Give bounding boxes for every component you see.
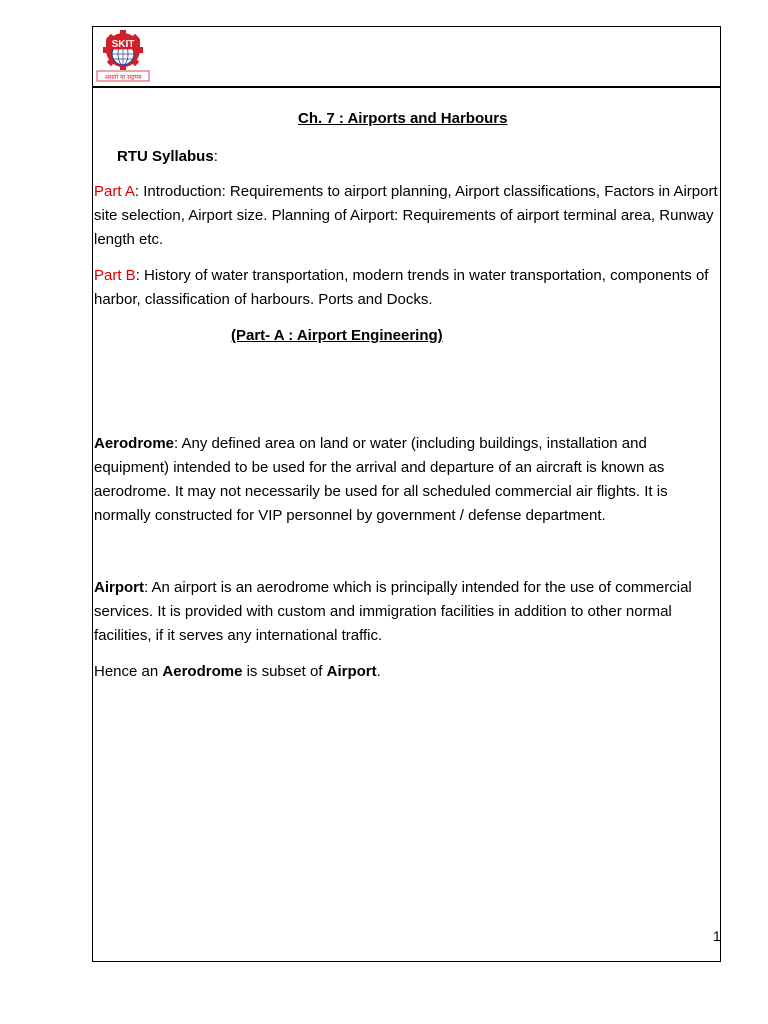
chapter-title: Ch. 7 : Airports and Harbours	[298, 110, 508, 127]
aerodrome-term: Aerodrome	[94, 435, 175, 452]
syllabus-heading	[117, 145, 218, 169]
airport-text: : An airport is an aerodrome which is principally intended for the use of commercial services. It is provided with custom and immigration facilities in addition to other normal facilities, if it serves any international traffic.	[94, 579, 692, 644]
airport-term: Airport	[94, 579, 144, 596]
page-number: 1	[713, 928, 721, 944]
airport-paragraph	[94, 576, 722, 648]
section-title: (Part- A : Airport Engineering)	[231, 327, 443, 344]
conclusion-term-airport: Airport	[326, 663, 377, 680]
part-b-paragraph	[94, 264, 722, 312]
conclusion-prefix: Hence an	[94, 663, 163, 680]
header-rule	[92, 86, 721, 88]
syllabus-heading-colon: :	[213, 148, 218, 165]
conclusion-suffix: .	[376, 663, 381, 680]
part-a-paragraph	[94, 180, 722, 252]
conclusion-paragraph	[94, 660, 722, 684]
skit-logo	[94, 28, 152, 84]
aerodrome-text: : Any defined area on land or water (including buildings, installation and equipment) intended to be used for the arrival and departure of an aircraft is known as aerodrome. It may not necessarily be used for all scheduled commercial air flights. It is normally constructed for VIP personnel by government / defense department.	[94, 435, 668, 524]
syllabus-heading-label: RTU Syllabus	[117, 148, 214, 165]
part-a-text: : Introduction: Requirements to airport planning, Airport classifications, Factors in Airport site selection, Airport size. Planning of Airport: Requirements of airport terminal area, Runway length etc.	[94, 183, 718, 248]
conclusion-middle: is subset of	[242, 663, 327, 680]
aerodrome-paragraph	[94, 432, 722, 528]
logo-tagline: असतो मा सद्गमय	[104, 74, 142, 81]
conclusion-term-aerodrome: Aerodrome	[162, 663, 243, 680]
part-a-label: Part A	[94, 183, 135, 200]
part-b-label: Part B	[94, 267, 136, 284]
part-b-text: : History of water transportation, modern trends in water transportation, components of harbor, classification of harbours. Ports and Docks.	[94, 267, 709, 308]
logo-text: SKIT	[111, 39, 135, 50]
